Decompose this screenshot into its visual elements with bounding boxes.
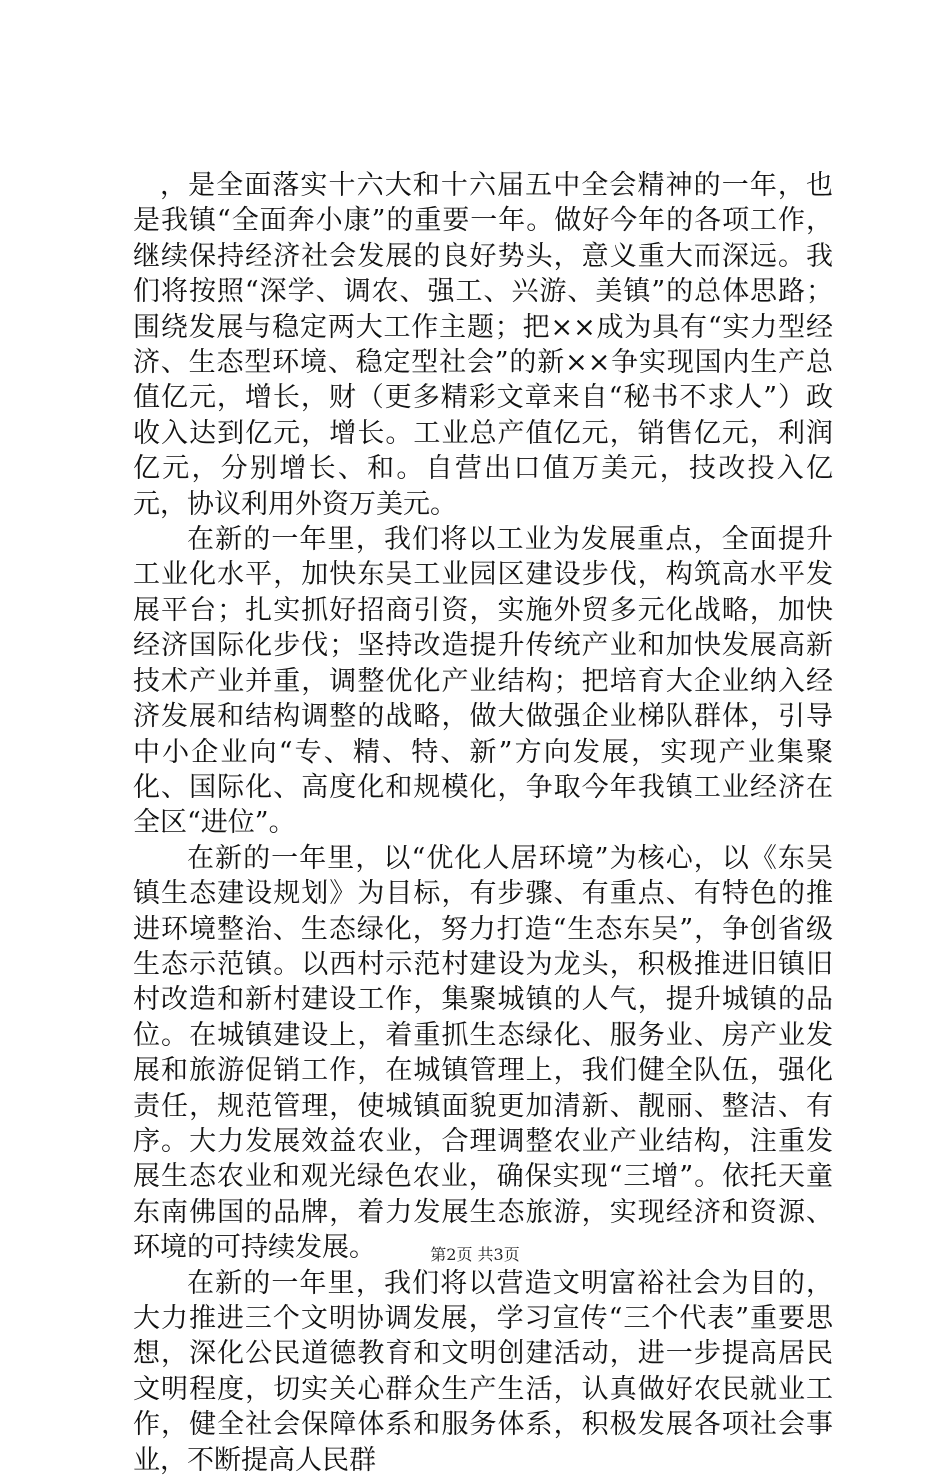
paragraph-4: 在新的一年里，我们将以营造文明富裕社会为目的，大力推进三个文明协调发展，学习宣传“三个代表”重要思想，深化公民道德教育和文明创建活动，进一步提高居民文明程度，切实关心群众生产生活，认真做好农民就业工作，健全社会保障体系和服务体系，积极发展各项社会事业，不断提高人民群 [133,1267,833,1476]
paragraph-2: 在新的一年里，我们将以工业为发展重点，全面提升工业化水平，加快东吴工业园区建设步伐，构筑高水平发展平台；扎实抓好招商引资，实施外贸多元化战略，加快经济国际化步伐；坚持改造提升传统产业和加快发展高新技术产业并重，调整优化产业结构；把培育大企业纳入经济发展和结构调整的战略，做大做强企业梯队群体，引导中小企业向“专、精、特、新”方向发展，实现产业集聚化、国际化、高度化和规模化，争取今年我镇工业经济在全区“进位”。 [133,524,833,839]
document-body [133,168,833,1478]
paragraph-3: 在新的一年里，以“优化人居环境”为核心，以《东吴镇生态建设规划》为目标，有步骤、有重点、有特色的推进环境整治、生态绿化，努力打造“生态东吴”，争创省级生态示范镇。以西村示范村建设为龙头，积极推进旧镇旧村改造和新村建设工作，集聚城镇的人气，提升城镇的品位。在城镇建设上，着重抓生态绿化、服务业、房产业发展和旅游促销工作，在城镇管理上，我们健全队伍，强化责任，规范管理，使城镇面貌更加清新、靓丽、整洁、有序。大力发展效益农业，合理调整农业产业结构，注重发展生态农业和观光绿色农业，确保实现“三增”。依托天童东南佛国的品牌，着力发展生态旅游，实现经济和资源、环境的可持续发展。 [133,842,833,1264]
paragraph-1: ，是全面落实十六大和十六届五中全会精神的一年，也是我镇“全面奔小康”的重要一年。做好今年的各项工作，继续保持经济社会发展的良好势头，意义重大而深远。我们将按照“深学、调农、强工、兴游、美镇”的总体思路；围绕发展与稳定两大工作主题；把××成为具有“实力型经济、生态型环境、稳定型社会”的新××争实现国内生产总值亿元，增长，财（更多精彩文章来自“秘书不求人”）政收入达到亿元，增长。工业总产值亿元，销售亿元，利润亿元，分别增长、和。自营出口值万美元，技改投入亿元，协议利用外资万美元。 [133,170,833,520]
page-number-footer: 第2页 共3页 [430,1245,520,1264]
